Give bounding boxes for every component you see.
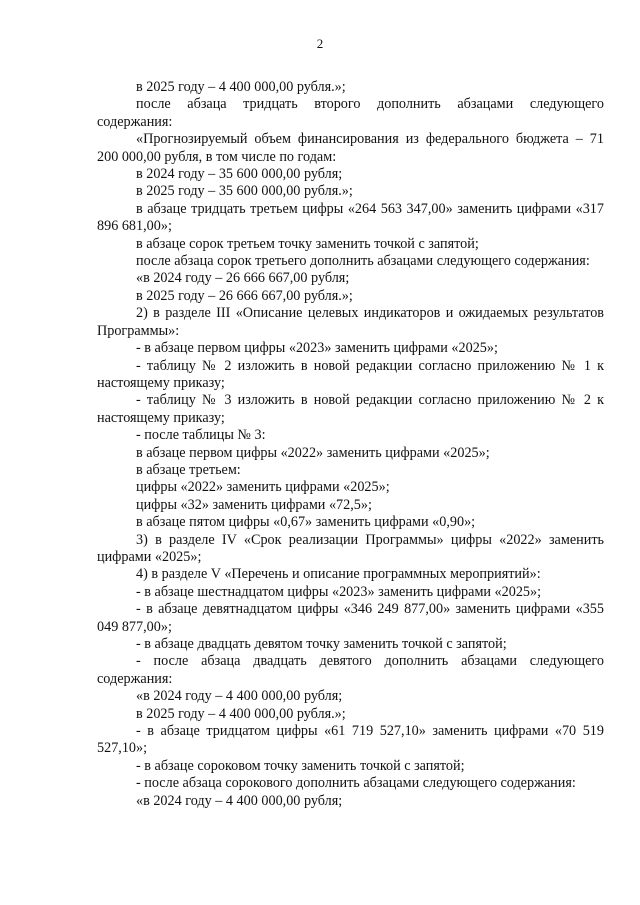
paragraph: «в 2024 году – 26 666 667,00 рубля; — [136, 270, 350, 287]
paragraph: 2) в разделе III «Описание целевых индикаторов и ожидаемых результатов Программы»: — [97, 305, 604, 339]
paragraph: в 2025 году – 4 400 000,00 рубля.»; — [136, 705, 346, 722]
paragraph: 3) в разделе IV «Срок реализации Программы» цифры «2022» заменить цифрами «2025»; — [97, 531, 604, 565]
paragraph: - таблицу № 2 изложить в новой редакции согласно приложению № 1 к настоящему приказу; — [97, 357, 604, 391]
paragraph: в 2024 году – 35 600 000,00 рубля; — [136, 166, 343, 183]
paragraph: - после абзаца двадцать девятого дополнить абзацами следующего содержания: — [97, 653, 604, 687]
paragraph: - в абзаце первом цифры «2023» заменить цифрами «2025»; — [136, 340, 498, 357]
paragraph: в 2025 году – 26 666 667,00 рубля.»; — [136, 287, 353, 304]
paragraph: 4) в разделе V «Перечень и описание программных мероприятий»: — [136, 566, 541, 583]
paragraph: после абзаца сорок третьего дополнить абзацами следующего содержания: — [136, 253, 590, 270]
paragraph: - в абзаце сороковом точку заменить точкой с запятой; — [136, 757, 465, 774]
paragraph: - таблицу № 3 изложить в новой редакции согласно приложению № 2 к настоящему приказу; — [97, 392, 604, 426]
paragraph: в абзаце пятом цифры «0,67» заменить цифрами «0,90»; — [136, 514, 476, 531]
paragraph: цифры «32» заменить цифрами «72,5»; — [136, 496, 372, 513]
paragraph: в абзаце сорок третьем точку заменить точкой с запятой; — [136, 235, 479, 252]
paragraph: - после таблицы № 3: — [136, 427, 266, 444]
paragraph: в 2025 году – 4 400 000,00 рубля.»; — [136, 79, 346, 95]
paragraph: «Прогнозируемый объем финансирования из федерального бюджета – 71 200 000,00 рубля, в том числе по годам: — [97, 131, 604, 165]
paragraph: «в 2024 году – 4 400 000,00 рубля; — [136, 792, 343, 809]
paragraph: «в 2024 году – 4 400 000,00 рубля; — [136, 688, 343, 705]
paragraph: - после абзаца сорокового дополнить абзацами следующего содержания: — [136, 775, 576, 792]
page-number: 2 — [316, 36, 324, 51]
paragraph: в абзаце первом цифры «2022» заменить цифрами «2025»; — [136, 444, 490, 461]
paragraph: после абзаца тридцать второго дополнить абзацами следующего содержания: — [97, 96, 604, 130]
paragraph: в 2025 году – 35 600 000,00 рубля.»; — [136, 183, 353, 200]
paragraph: - в абзаце шестнадцатом цифры «2023» заменить цифрами «2025»; — [136, 583, 542, 600]
paragraph: - в абзаце девятнадцатом цифры «346 249 877,00» заменить цифрами «355 049 877,00»; — [97, 601, 604, 635]
paragraph: в абзаце тридцать третьем цифры «264 563 347,00» заменить цифрами «317 896 681,00»; — [97, 200, 604, 235]
document-body — [97, 79, 604, 810]
paragraph: - в абзаце тридцатом цифры «61 719 527,10» заменить цифрами «70 519 527,10»; — [97, 723, 604, 757]
paragraph: в абзаце третьем: — [136, 461, 241, 478]
paragraph: - в абзаце двадцать девятом точку заменить точкой с запятой; — [136, 636, 507, 652]
paragraph: цифры «2022» заменить цифрами «2025»; — [136, 479, 390, 496]
